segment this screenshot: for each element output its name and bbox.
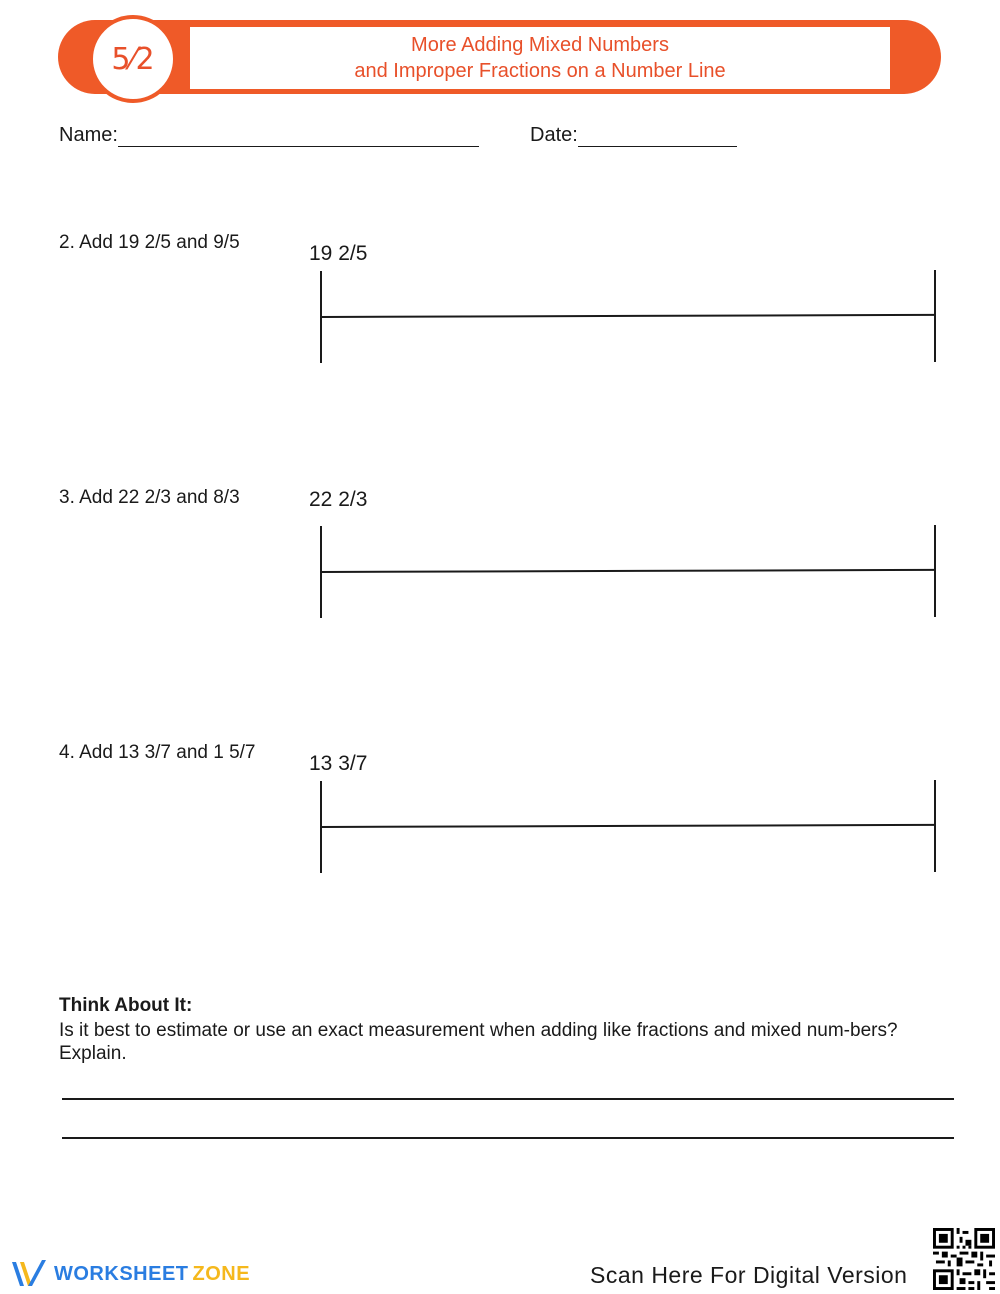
date-field[interactable] — [578, 146, 737, 147]
qr-code-icon[interactable] — [933, 1228, 995, 1290]
problem-3-right-tick — [934, 525, 936, 617]
problem-2-start-value: 19 2/5 — [309, 242, 368, 265]
problem-3-label: 3. Add 22 2/3 and 8/3 — [59, 487, 240, 508]
worksheet-title — [190, 27, 890, 89]
scan-caption: Scan Here For Digital Version — [590, 1262, 908, 1288]
name-field[interactable] — [118, 146, 479, 147]
problem-4-number-line[interactable] — [321, 824, 935, 828]
problem-3-number-line[interactable] — [321, 569, 935, 573]
logo-word-zone: ZONE — [192, 1262, 251, 1285]
answer-line-1[interactable] — [62, 1098, 954, 1100]
think-about-it-heading: Think About It: — [59, 995, 193, 1016]
worksheet-zone-logo[interactable] — [10, 1258, 250, 1290]
logo-word-worksheet: WORKSHEET — [54, 1262, 189, 1285]
name-label: Name: — [59, 124, 118, 146]
date-label: Date: — [530, 124, 578, 146]
problem-4-right-tick — [934, 780, 936, 872]
answer-line-2[interactable] — [62, 1137, 954, 1139]
problem-2-label: 2. Add 19 2/5 and 9/5 — [59, 232, 240, 253]
problem-3-start-value: 22 2/3 — [309, 488, 368, 511]
problem-4-start-value: 13 3/7 — [309, 752, 368, 775]
problem-2-number-line[interactable] — [321, 314, 935, 318]
problem-2-right-tick — [934, 270, 936, 362]
logo-w-icon — [10, 1258, 48, 1290]
problem-4-label: 4. Add 13 3/7 and 1 5/7 — [59, 742, 256, 763]
fraction-badge-icon: 5⁄2 — [89, 15, 177, 103]
title-line-1: More Adding Mixed Numbers — [411, 34, 669, 56]
title-line-2: and Improper Fractions on a Number Line — [354, 60, 726, 82]
think-about-it-question: Is it best to estimate or use an exact measurement when adding like fractions and mixed num-bers? Explain. — [59, 1020, 898, 1064]
